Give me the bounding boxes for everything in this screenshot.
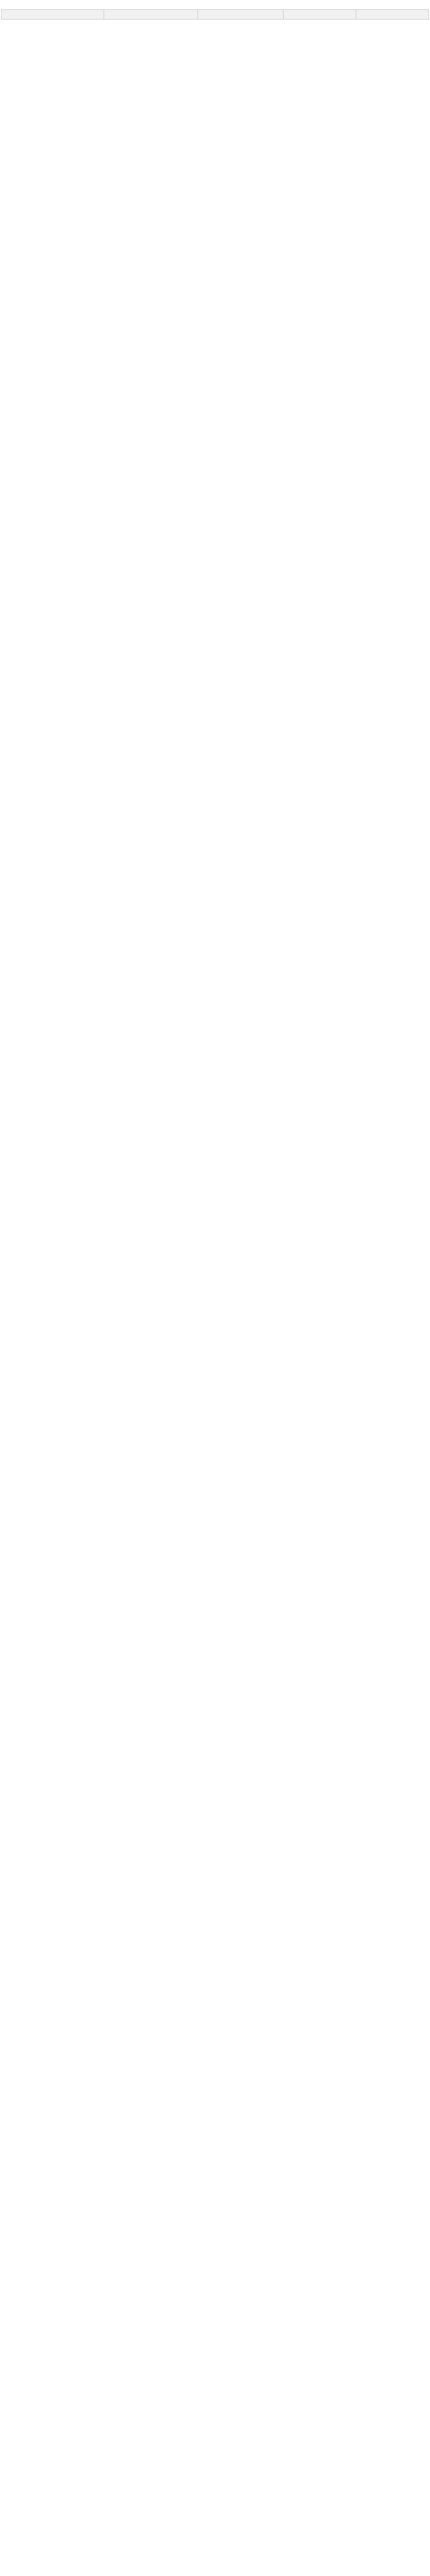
header-grade [2,10,104,20]
price-section [1,0,429,20]
header-change [356,10,429,20]
header-price [284,10,356,20]
price-list-page [0,0,430,20]
table-header-row [2,10,429,20]
header-region [198,10,284,20]
section-title [1,0,429,9]
header-manufacturer [104,10,197,20]
price-table [1,9,429,20]
